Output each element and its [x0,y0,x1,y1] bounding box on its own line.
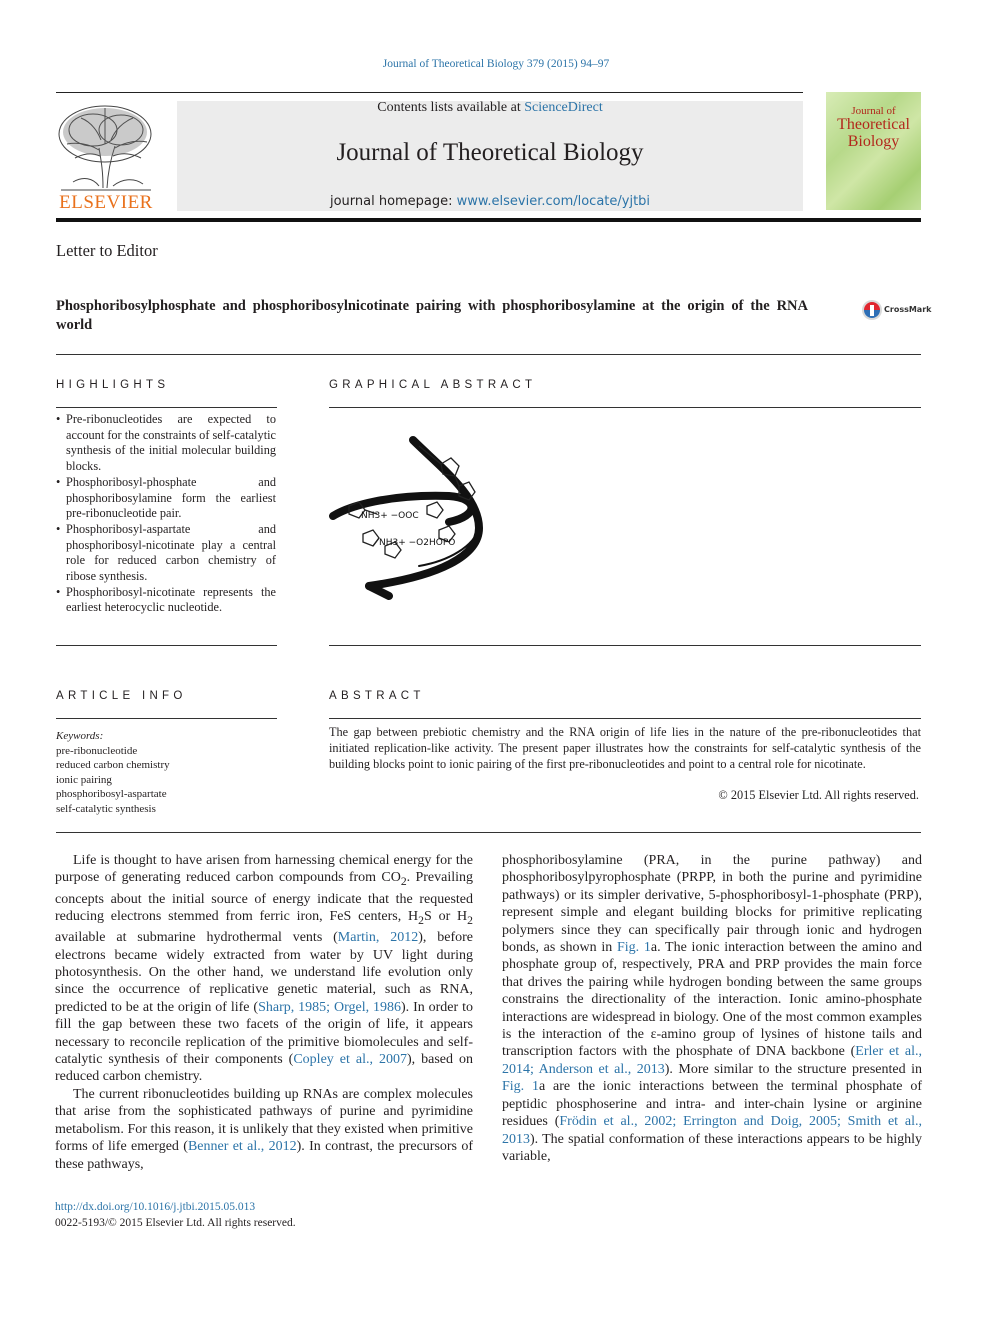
text-run: ). The spatial conformation of these interactions appears to be highly variable, [502,1131,922,1164]
body-paragraph [55,852,473,1086]
text-run: Life is thought to have arisen from harnessing chemical energy for the purpose of generating reduced carbon compounds from CO [55,853,473,886]
text-run: ). In order to fill the gap between these two facets of the origin of life, it appears necessary to reconcile replication of the primitive biomolecules and self-catalytic synthesis of their components ( [55,999,473,1068]
citation-link[interactable]: Benner et al., 2012 [187,1139,297,1155]
subscript: 2 [467,913,473,927]
article-title: Phosphoribosylphosphate and phosphoribosylnicotinate pairing with phosphoribosylamine at the origin of the RNA world [56,298,808,333]
subscript: 2 [418,913,424,927]
elsevier-wordmark[interactable]: ELSEVIER [59,192,153,213]
abstract-copyright: © 2015 Elsevier Ltd. All rights reserved. [718,788,919,802]
text-run: a. The ionic interaction between the amino and phosphate group of, respectively, PRA and PRP provides the main force that drives the pairing while hydrogen bonding between the same groups constrains the directionality of the interaction. Ionic amino-phosphate interactions are widespread in biology. One of the most common examples is the interaction of the ε-amino group of lysines of histone tails and transcription factors with the phosphate of DNA backbone ( [502,940,922,1060]
highlights-rule-top [56,407,277,408]
keyword-item: reduced carbon chemistry [56,759,170,771]
subscript: 2 [400,875,407,889]
doi-link[interactable]: http://dx.doi.org/10.1016/j.jtbi.2015.05.013 [55,1201,256,1213]
cover-line-2: Theoretical [837,116,910,134]
abstract-text: The gap between prebiotic chemistry and the RNA origin of life lies in the nature of the pre-ribonucleotides that initiated replication-like activity. The present paper illustrates how the constraints for self-catalytic synthesis of the building blocks point to ionic pairing of the first pre-ribonucleotides and point to a central role for nicotinate. [329,725,921,771]
figure-link[interactable]: Fig. 1 [616,940,651,956]
keyword-item: phosphoribosyl-aspartate [56,788,167,800]
text-run: a are the ionic interactions between the terminal phosphate of peptidic phosphoserine and intra- and inter-chain lysine or arginine residues ( [502,1079,922,1130]
graphical-abstract-figure [329,436,497,601]
journal-name: Journal of Theoretical Biology [336,139,644,166]
homepage-link[interactable]: www.elsevier.com/locate/yjtbi [456,194,651,209]
article-type: Letter to Editor [56,241,158,260]
citation-link[interactable]: Copley et al., 2007 [293,1052,407,1068]
abstract-rule-bottom [56,832,921,833]
ga-label-top: NH3+ −OOC [361,511,419,521]
citation-link[interactable]: Sharp, 1985; Orgel, 1986 [258,999,401,1015]
page-footer [55,1200,296,1231]
cover-line-3: Biology [847,132,900,150]
graphical-abstract-rule-top [329,407,921,408]
text-run: The current ribonucleotides building up RNAs are complex molecules that arise from the sophisticated pathways of purine and pyrimidine metabolism. For this reason, it is unlikely that they existed when primitive forms of life emerged ( [55,1086,473,1155]
highlights-rule-bottom [56,645,277,646]
highlight-item: • Phosphoribosyl-phosphate and phosphoribosylamine form the earliest pre-ribonucleotide pair. [56,475,276,522]
cover-line-1: Journal of [851,105,896,117]
graphical-abstract-rule-bottom [329,645,921,646]
crossmark-label[interactable]: CrossMark [884,305,932,314]
keyword-item: pre-ribonucleotide [56,744,138,757]
citation-link[interactable]: Frödin et al., 2002; Errington and Doig, 2005; Smith et al., 2013 [502,1114,922,1147]
abstract-rule [329,718,921,719]
text-run: ). In contrast, the precursors of these pathways, [55,1139,473,1172]
article-info-rule [56,718,277,719]
article-info-heading: ARTICLE INFO [56,690,187,702]
text-run: available at submarine hydrothermal vents ( [55,930,338,946]
keywords-label: Keywords: [56,730,104,742]
text-run: . Prevailing concepts about the initial source of energy indicate that the requested reducing electrons stemmed from ferric iron, FeS centers, H [55,870,473,925]
issn-line: 0022-5193/© 2015 Elsevier Ltd. All rights reserved. [55,1216,296,1229]
homepage-line [177,194,803,209]
abstract-heading: ABSTRACT [329,690,425,702]
body-column-left [55,852,473,1173]
title-rule [56,354,921,355]
homepage-prefix: journal homepage: [329,194,457,209]
keyword-item: self-catalytic synthesis [56,802,156,815]
contents-prefix: Contents lists available at [377,100,525,115]
text-run: ). More similar to the structure presented in [664,1061,923,1077]
text-run: S or H [423,909,468,925]
highlight-item: • Pre-ribonucleotides are expected to account for the constraints of self-catalytic synthesis of the initial molecular building blocks. [56,412,276,475]
body-paragraph [502,852,922,1165]
highlight-item: • Phosphoribosyl-nicotinate represents the earliest heterocyclic nucleotide. [56,585,276,616]
ga-label-bottom: NH3+ −O2HOPO [379,538,456,548]
graphical-abstract-heading: GRAPHICAL ABSTRACT [329,379,537,391]
highlights-list [56,412,276,616]
journal-cover-title [826,106,921,150]
text-run: ), based on reduced carbon chemistry. [55,1052,473,1085]
citation-link[interactable]: Martin, 2012 [337,930,419,946]
highlight-item: • Phosphoribosyl-aspartate and phosphoribosyl-nicotinate play a central role for reduced carbon chemistry of ribose synthesis. [56,522,276,585]
body-column-right [502,852,922,1165]
journal-citation[interactable]: Journal of Theoretical Biology 379 (2015) 94–97 [382,58,610,70]
keyword-item: ionic pairing [56,773,112,786]
keywords-block [56,729,276,816]
highlights-heading: HIGHLIGHTS [56,379,170,391]
body-paragraph [55,1086,473,1173]
figure-link[interactable]: Fig. 1 [502,1079,540,1095]
text-run: ), before electrons became widely extracted from water by UV light during photosynthesis. On the other hand, we understand life evolution only since the occurrence of replicative genetic material, such as RNA, predicted to be at the origin of life ( [55,930,473,1015]
contents-line [177,100,803,116]
sciencedirect-link[interactable]: ScienceDirect [524,100,603,115]
citation-link[interactable]: Erler et al., 2014; Anderson et al., 2013 [502,1044,923,1077]
text-run: phosphoribosylamine (PRA, in the purine pathway) and phosphoribosylpyrophosphate (PRPP, in both the purine and pyrimidine pathways) or its simpler derivative, 5-phosphoribosyl-1-phosphate (PRP), represent simple and elegant building blocks for primitive replicating polymers since they can specifically pair through ionic and hydrogen bonds, as shown in [502,853,922,956]
masthead-rule [56,92,803,93]
masthead-thick-rule [56,218,921,222]
